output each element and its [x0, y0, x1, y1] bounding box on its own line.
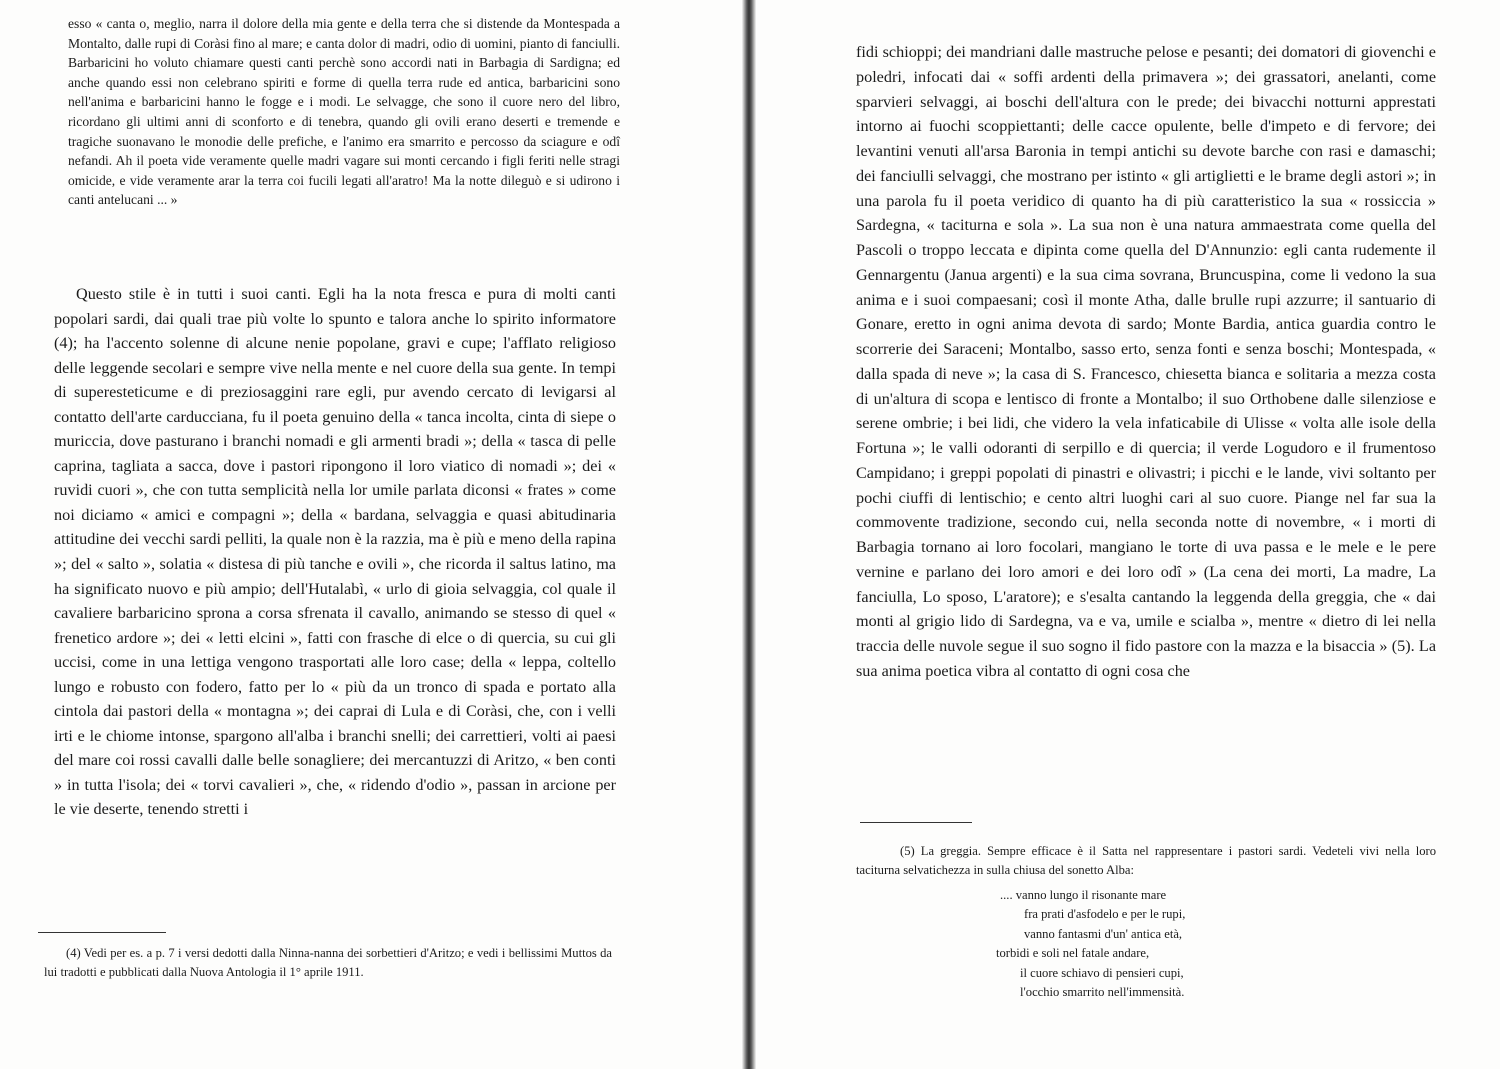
left-body-paragraph: Questo stile è in tutti i suoi canti. Egli ha la nota fresca e pura di molti canti popolari sardi, dai quali trae più volte lo spunto e talora anche lo spirito informatore (4); ha l'accento solenne di alcune nenie popolane, gravi e cupe; l'afflato religioso delle leggende secolari e sempre vive nella mente e nel cuore della sua gente. In tempi di superesteticume e di preziosaggini rare egli, pur avendo cercato di levigarsi al contatto dell'arte carducciana, fu il poeta genuino della « tanca incolta, cinta di siepe o muriccia, dove pasturano i branchi nomadi e gli armenti bradi »; della « tasca di pelle caprina, tagliata a sacca, dove i pastori ripongono il loro viatico di nomadi »; dei « ruvidi cuori », che con tutta semplicità nella lor umile parlata diconsi « frates » come noi diciamo « amici e compagni »; della « bardana, selvaggia e quasi abitudinaria attitudine dei vecchi sardi pelliti, la quale non è la razzia, ma è più e meno della rapina »; del « salto », solatia « distesa di più tanche e ovili », che ricorda il saltus latino, ma ha significato nuovo e più ampio; dell'Hutalabì, « urlo di gioia selvaggia, col quale il cavaliere barbaricino sprona a corsa sfrenata il cavallo, animando se stesso di quel « frenetico ardore »; dei « letti elcini », fatti con frasche di elce o di quercia, su cui gli uccisi, come in una lettiga vengono trasportati alle loro case; della « leppa, coltello lungo e robusto con fodero, fatto per lo « più da un tronco di spada e portato alla cintola dai pastori della « montagna »; dei caprai di Lula e di Coràsi, che, con i velli irti e le chiome intonse, spargono all'alba i branchi snelli; dei carrettieri, volti ai paesi del mare coi rossi cavalli dalle belle sonagliere; dei mercantuzzi di Aritzo, « ben conti » in tutta l'isola; dei « torvi cavalieri », che, « ridendo d'odio », passan in arcione per le vie deserte, tenendo stretti i	[54, 285, 616, 819]
quote-block	[68, 14, 620, 210]
left-page	[0, 0, 742, 1069]
poem-line: torbidi e soli nel fatale andare,	[996, 946, 1150, 961]
poem-line: fra prati d'asfodelo e per le rupi,	[1024, 907, 1186, 922]
footnote-separator	[38, 932, 166, 933]
left-body-text	[54, 282, 616, 822]
right-body-paragraph: fidi schioppi; dei mandriani dalle mastruche pelose e pesanti; dei domatori di giovenchi e poledri, infocati dai « soffi ardenti della primavera »; dei grassatori, anelanti, come sparvieri selvaggi, ai boschi dell'altura con le prede; dei bivacchi notturni apprestati intorno ai fuochi scoppiettanti; delle cacce opulente, belle d'impeto e di fervore; dei levantini venuti all'arsa Baronia in tempi antichi su devote barche con rasi e damaschi; dei fanciulli selvaggi, che mostrano per istinto « gli artiglietti e le brame degli astori »; in una parola fu il poeta veridico di quanto ha di più caratteristico la sua « rossiccia » Sardegna, « taciturna e sola ». La sua non è una natura ammaestrata come quella del Pascoli o troppo leccata e dipinta come quella del D'Annunzio: egli canta rudemente il Gennargentu (Janua argenti) e la sua cima sovrana, Bruncuspina, come li vedono la sua anima e i suoi compaesani; così il monte Atha, dalle brulle rupi azzurre; il santuario di Gonare, eretto in ogni anima devota di sardo; Monte Bardia, antica guardia contro le scorrerie dei Saraceni; Montalbo, sasso erto, senza fonti e senza boschi; Montespada, « dalla spada di neve »; la casa di S. Francesco, chiesetta bianca e solitaria a mezza costa di un'altura di scopa e lentisco di fronte a Montalbo; il suo Orthobene dalle silenziose e serene ombrie; i bei lidi, che videro la vela infaticabile di Ulisse « volta alle isole della Fortuna »; le valli odoranti di serpillo e di quercia; il verde Logudoro e il frumentoso Campidano; i greppi popolati di pinastri e olivastri; i picchi e le lande, vivi soltanto per pochi ciuffi di lentischio; e cento altri luoghi cari al suo cuore. Piange nel far sua la commovente tradizione, secondo cui, nella seconda notte di novembre, « i morti di Barbagia tornano ai loro focolari, mangiano le torte di uva passa e le mele e le pere vernine e parlano dei loro amori e dei loro odî » (La cena dei morti, La madre, La fanciulla, Lo sposo, L'aratore); e s'esalta cantando la leggenda della greggia, che « dai monti al grigio lido di Sardegna, va e va, umile e scialba », mentre « dietro di lei nella traccia delle nuvole segue il suo sogno il fido pastore con la mazza e la bisaccia » (5). La sua anima poetica vibra al contatto di ogni cosa che	[856, 43, 1436, 680]
footnote-4	[44, 944, 612, 981]
poem-line: vanno fantasmi d'un' antica età,	[1024, 926, 1183, 941]
footnote-5	[856, 842, 1436, 879]
book-gutter	[742, 0, 756, 1069]
footnote-separator	[860, 822, 972, 823]
quote-paragraph: esso « canta o, meglio, narra il dolore della mia gente e della terra che si distende da Montespada a Montalto, dalle rupi di Coràsi fino al mare; e canta dolor di madri, odio di uomini, pianto di fanciulli. Barbaricini ho voluto chiamare questi canti perchè sono accordi nati in Barbagia di Sardigna; ed anche quando essi non celebrano spiriti e forme di quella terra rude ed antica, barbaricini sono nell'anima e barbaricini hanno le fogge e i modi. Le selvagge, che sono il cuore nero del libro, ricordano gli ultimi anni di sconforto e di tenebra, quando gli ovili erano deserti e tremende e tragiche suonavano le monodie delle prefiche, e l'animo era smarrito e percosso da sciagure e odî nefandi. Ah il poeta vide veramente quelle madri vagare sui monti cercando i figli feriti nelle stragi omicide, e vide veramente arar la terra coi fucili legati all'aratro! Ma la notte dileguò e si udirono i canti antelucani ... »	[68, 16, 620, 208]
poem-line: l'occhio smarrito nell'immensità.	[1020, 985, 1185, 1000]
right-body-text	[856, 24, 1436, 700]
poem-line: il cuore schiavo di pensieri cupi,	[1020, 965, 1184, 980]
footnote-4-text: (4) Vedi per es. a p. 7 i versi dedotti dalla Ninna-nanna dei sorbettieri d'Aritzo; e vedi i bellissimi Muttos da lui tradotti e pubblicati dalla Nuova Antologia il 1° aprile 1911.	[44, 946, 612, 979]
right-page	[756, 0, 1500, 1069]
poem-quote	[996, 886, 1356, 1002]
footnote-5-text: (5) La greggia. Sempre efficace è il Satta nel rappresentare i pastori sardi. Vedeteli vivi nella loro taciturna selvatichezza in sulla chiusa del sonetto Alba:	[856, 844, 1436, 877]
poem-line: .... vanno lungo il risonante mare	[1000, 888, 1167, 902]
